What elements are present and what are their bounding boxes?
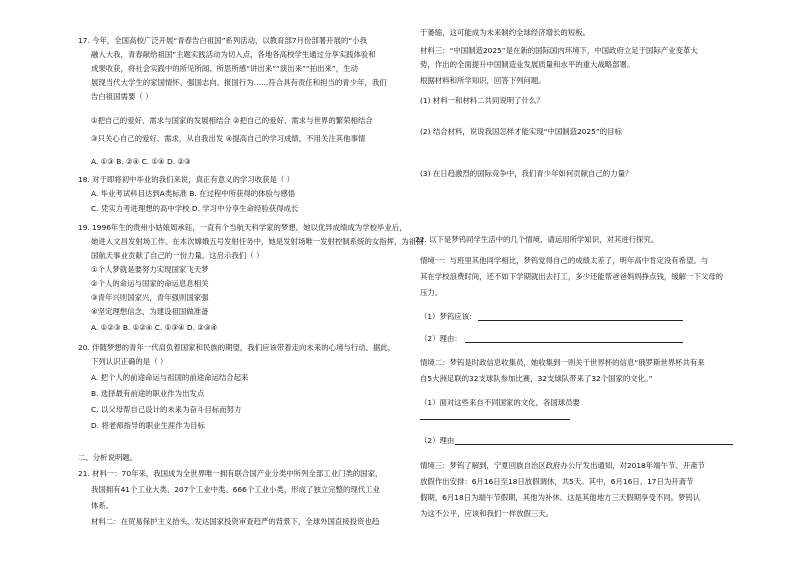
q17-line4: 展现当代大学生的家国情怀、强国志向、报国行为……符合具有责任和担当的青少年，我们 xyxy=(91,78,387,87)
q17-line5: 告白祖国需要（ ） xyxy=(91,92,153,101)
q17-line3: 成果收获，将社会实践中的所见所闻、所思所感“讲出来”“演出来”“拍出来”，生动 xyxy=(91,64,358,73)
scene3-line3: 假期，6月18日为端午节假期，其他为补休。这是其他地方三天假期享受不同。梦钨认 xyxy=(420,493,701,502)
scene2-q2-label: （2）理由 xyxy=(420,436,455,445)
q21-line2: 我国拥有41个工业大类、207个工业中类、666个工业小类，形成了独立完整的现代工业 xyxy=(91,485,380,494)
scene1-line2: 其在学校浪费时间，还不如下学期就出去打工，多少还能帮爸爸妈妈挣点钱，缓解一下父母的 xyxy=(420,272,724,281)
section-heading: 二、分析说明题。 xyxy=(78,453,138,462)
scene3-line4: 为这不公平，应该和我们一样放假三天。 xyxy=(420,509,554,518)
q19-line2: 她进入文昌发射场工作。在本次嫦娥五号发射任务中，她是发射场唯一发射控制系统的女指挥，为祖国 xyxy=(91,237,424,246)
material3-line1: 材料三：“中国制造2025”是在新的国际国内环境下，中国政府立足于国际产业变革大 xyxy=(420,46,698,55)
q19-line3: 国航天事业贡献了自己的一份力量。这启示我们（ ） xyxy=(91,251,264,260)
q21-line4: 材料二：在贸易保护主义抬头、发达国家投资审查趋严的背景下，全球外国直接投资也趋 xyxy=(91,517,380,526)
q18-line1: 18. 对于即将初中毕业的我们来说，真正有意义的学习收获是（ ） xyxy=(78,175,295,184)
scene3-line2: 放假作出安排：6月16日至18日放假调休，共5天。其中，6月16日、17日为开斋节 xyxy=(420,477,694,486)
q19-line1: 19. 1996年生的贵州小姑娘周承钰，一直有个当航天科学家的梦想。她以优异成绩成为学校毕业后， xyxy=(78,223,407,232)
q20-choice-b: B. 选择最有前途的职业作为出发点 xyxy=(91,389,205,398)
q22-line1: 22. 以下是梦钨同学生活中的几个情境，请运用所学知识，对其进行探究。 xyxy=(415,235,659,244)
q17-line1: 17. 今年，全国高校广泛开展“青春告白祖国”系列活动，以教育部7月份部署开展的“小我 xyxy=(78,36,367,45)
q20-choice-a: A. 把个人的前途命运与祖国的前途命运结合起来 xyxy=(91,373,249,382)
q19-choices: A. ①②③ B. ①②④ C. ①③④ D. ②③④ xyxy=(91,323,218,332)
scene1-q2-label: （2）理由： xyxy=(420,334,462,343)
scene1-line1: 情境一：与班里其他同学相比，梦钨觉得自己的成绩太差了，明年高中肯定没有希望。与 xyxy=(420,256,709,265)
q21-sub1: (1) 材料一和材料二共同说明了什么？ xyxy=(420,96,544,105)
scene1-q1-label: （1）梦钨应该： xyxy=(420,312,477,321)
scene2-line1: 情境二：梦钨是时政信息收集员，她收集到一则关于世界杯的信息“俄罗斯世界杯共有来 xyxy=(420,358,705,367)
material3-line2: 势，作出的全面提升中国制造业发展质量和水平的重大战略部署。 xyxy=(420,60,635,69)
scene3-line1: 情境三：梦钨了解到，宁夏回族自治区政府办公厅发出通知，对2018年端午节、开斋节 xyxy=(420,461,705,470)
q20-choice-c: C. 以父母帮自己设计的未来为奋斗目标而努力 xyxy=(91,405,242,414)
scene1-q1-answer-line[interactable] xyxy=(478,320,683,321)
q17-line2: 融入大我，青春献给祖国”主题实践活动为切入点，各地各高校学生通过分享实践体验和 xyxy=(91,50,376,59)
q19-option3: ③青年兴则国家兴，青年强则国家强 xyxy=(91,293,209,302)
q21-line3: 体系。 xyxy=(91,501,114,510)
q21-sub2: (2) 结合材料，说说我国怎样才能实现“中国制造2025”的目标 xyxy=(420,127,622,136)
scene1-line3: 压力。 xyxy=(420,288,443,297)
q17-option-line2: ③只关心自己的爱好、需求，从自我出发 ④提高自己的学习成绩，不用关注其他事情 xyxy=(91,134,366,143)
scene2-q1-label: （1）面对这些来自不同国家的文化，各国球员要 xyxy=(420,398,580,407)
scene2-q1-answer-line[interactable] xyxy=(420,419,570,420)
q19-option4: ④坚定理想信念，为建设祖国做准备 xyxy=(91,307,209,316)
material-continuation: 于萎缩，这可能成为未来制约全球经济增长的短板。 xyxy=(420,28,590,37)
scene2-line2: 自5大洲足联的32支球队参加比赛，32支球队带来了32个国家的文化。” xyxy=(420,374,653,383)
q17-option-line1: ①把自己的爱好、需求与国家的发展相结合 ②把自己的爱好、需求与世界的繁荣相结合 xyxy=(91,116,373,125)
q21-line1: 21. 材料一：70年来，我国成为全世界唯一拥有联合国产业分类中所列全部工业门类的国家， xyxy=(78,469,383,478)
instruction: 根据材料和所学知识，回答下列问题。 xyxy=(420,76,546,85)
q21-sub3: (3) 在日趋激烈的国际竞争中，我们青少年如何贡献自己的力量？ xyxy=(420,169,633,178)
q19-option1: ①个人梦就是要努力实现国家飞天梦 xyxy=(91,265,209,274)
q20-line1: 20. 伴随梦想的青年一代肩负着国家和民族的期望，我们应该带着走向未来的心境与行动。据此， xyxy=(78,343,396,352)
q19-option2: ②个人的命运与国家的命运息息相关 xyxy=(91,279,209,288)
scene1-q2-answer-line[interactable] xyxy=(465,342,683,343)
q18-choices-row1: A. 毕业考试科目达到A类标准 B. 在过程中所获得的体验与感悟 xyxy=(91,189,296,198)
q20-choice-d: D. 将老师指导的职业生涯作为目标 xyxy=(91,421,205,430)
q17-choices: A. ①③ B. ②④ C. ①④ D. ②③ xyxy=(91,157,191,166)
q18-choices-row2: C. 凭实力考进理想的高中学校 D. 学习中分享生命经验获得成长 xyxy=(91,204,299,213)
scene2-q2-answer-line[interactable] xyxy=(455,444,733,445)
q20-line2: 下列认识正确的是（ ） xyxy=(91,357,168,366)
